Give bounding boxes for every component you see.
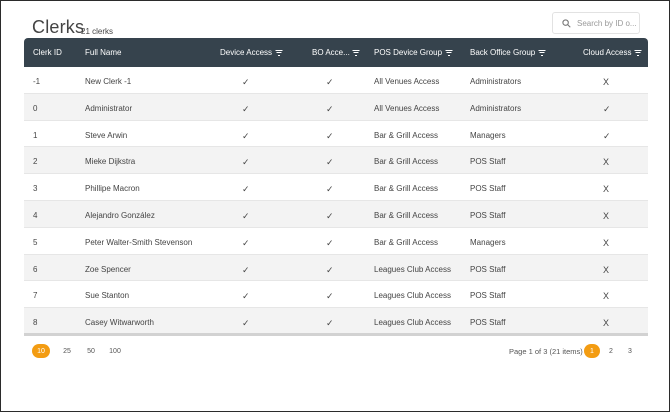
cell-bo-access: ✓ (326, 157, 334, 168)
cell-cloud-access: X (603, 77, 610, 87)
cell-device-access: ✓ (242, 291, 250, 302)
cell-bo-access: ✓ (326, 103, 334, 114)
cell-pos-device-group: Leagues Club Access (374, 291, 451, 301)
cell-device-access: ✓ (242, 77, 250, 87)
cell-pos-device-group: Leagues Club Access (374, 318, 451, 328)
page-size-25[interactable]: 25 (63, 347, 71, 355)
cell-pos-device-group: All Venues Access (374, 77, 440, 86)
cell-cloud-access: ✓ (603, 103, 611, 114)
page-info: Page 1 of 3 (21 items) (509, 347, 583, 356)
table-row[interactable] (24, 174, 648, 201)
cell-full-name: Zoe Spencer (85, 264, 131, 274)
cell-clerk-id: 0 (33, 103, 38, 113)
cell-device-access: ✓ (242, 237, 250, 248)
cell-full-name: Sue Stanton (85, 291, 130, 301)
cell-pos-device-group: Bar & Grill Access (374, 157, 439, 167)
table-row[interactable] (24, 201, 648, 228)
cell-back-office-group: POS Staff (470, 184, 506, 194)
cell-device-access: ✓ (242, 318, 250, 329)
column-header-pos-device-group[interactable]: POS Device Group (374, 48, 452, 57)
cell-full-name: New Clerk -1 (85, 77, 132, 86)
cell-back-office-group: POS Staff (470, 318, 506, 328)
cell-cloud-access: X (603, 264, 610, 275)
page-size-selector (32, 344, 128, 358)
cell-back-office-group: Administrators (470, 77, 522, 86)
cell-device-access: ✓ (242, 210, 250, 221)
cell-clerk-id: 2 (33, 157, 38, 167)
cell-cloud-access: X (603, 157, 610, 168)
cell-clerk-id: 6 (33, 264, 38, 274)
cell-back-office-group: POS Staff (470, 291, 506, 301)
column-header-back-office-group[interactable]: Back Office Group (470, 48, 545, 57)
cell-device-access: ✓ (242, 157, 250, 168)
cell-full-name: Casey Witwarworth (85, 318, 154, 328)
filter-icon[interactable] (353, 50, 360, 56)
page-button-2[interactable]: 2 (609, 347, 613, 355)
page-button-1[interactable]: 1 (584, 344, 600, 358)
filter-icon[interactable] (445, 50, 452, 56)
search-icon (562, 19, 571, 28)
column-header-device-access[interactable]: Device Access (220, 48, 282, 57)
cell-bo-access: ✓ (326, 318, 334, 329)
table-row[interactable] (24, 94, 648, 121)
cell-pos-device-group: Bar & Grill Access (374, 130, 439, 140)
page-button-3[interactable]: 3 (628, 347, 632, 355)
column-header-cloud-access[interactable]: Cloud Access (583, 48, 641, 57)
cell-bo-access: ✓ (326, 210, 334, 221)
cell-full-name: Alejandro González (85, 210, 155, 220)
filter-icon[interactable] (275, 50, 282, 56)
cell-back-office-group: Managers (470, 130, 506, 140)
table-row[interactable] (24, 67, 648, 94)
page-size-50[interactable]: 50 (87, 347, 95, 355)
table-row[interactable] (24, 308, 648, 335)
cell-clerk-id: 7 (33, 291, 38, 301)
cell-device-access: ✓ (242, 184, 250, 195)
cell-back-office-group: POS Staff (470, 210, 506, 220)
cell-cloud-access: X (603, 318, 610, 329)
cell-full-name: Phillipe Macron (85, 184, 140, 194)
clerk-count: 21 clerks (81, 27, 114, 36)
page-size-100[interactable]: 100 (109, 347, 121, 355)
cell-full-name: Mieke Dijkstra (85, 157, 136, 167)
cell-clerk-id: 4 (33, 210, 38, 220)
column-header-full-name[interactable]: Full Name (85, 48, 122, 57)
cell-bo-access: ✓ (326, 77, 334, 87)
table-row[interactable] (24, 281, 648, 308)
column-header-clerk-id[interactable]: Clerk ID (33, 48, 62, 57)
cell-back-office-group: POS Staff (470, 157, 506, 167)
page-title: Clerks (32, 17, 85, 37)
cell-pos-device-group: Bar & Grill Access (374, 237, 439, 247)
cell-bo-access: ✓ (326, 184, 334, 195)
cell-cloud-access: ✓ (603, 130, 611, 141)
cell-cloud-access: X (603, 210, 610, 221)
cell-device-access: ✓ (242, 103, 250, 114)
cell-back-office-group: Managers (470, 237, 506, 247)
cell-clerk-id: -1 (33, 77, 41, 86)
cell-pos-device-group: All Venues Access (374, 103, 440, 113)
cell-bo-access: ✓ (326, 130, 334, 141)
cell-back-office-group: POS Staff (470, 264, 506, 274)
table-row[interactable] (24, 228, 648, 255)
cell-clerk-id: 5 (33, 237, 38, 247)
cell-bo-access: ✓ (326, 264, 334, 275)
cell-clerk-id: 8 (33, 318, 38, 328)
cell-pos-device-group: Leagues Club Access (374, 264, 451, 274)
cell-cloud-access: X (603, 237, 610, 248)
filter-icon[interactable] (634, 50, 641, 56)
cell-bo-access: ✓ (326, 291, 334, 302)
cell-full-name: Steve Arwin (85, 130, 128, 140)
cell-clerk-id: 3 (33, 184, 38, 194)
cell-pos-device-group: Bar & Grill Access (374, 210, 439, 220)
search-input[interactable] (577, 19, 637, 28)
table-row[interactable] (24, 255, 648, 282)
pagination (584, 344, 641, 358)
table-header (24, 38, 648, 67)
filter-icon[interactable] (538, 50, 545, 56)
cell-back-office-group: Administrators (470, 103, 522, 113)
cell-clerk-id: 1 (33, 130, 38, 140)
page-size-10[interactable]: 10 (32, 344, 50, 358)
cell-bo-access: ✓ (326, 237, 334, 248)
column-header-bo-access[interactable]: BO Acce... (312, 48, 360, 57)
cell-cloud-access: X (603, 291, 610, 302)
cell-device-access: ✓ (242, 130, 250, 141)
search-box[interactable] (552, 12, 640, 34)
table-row[interactable] (24, 147, 648, 174)
cell-cloud-access: X (603, 184, 610, 195)
table-row[interactable] (24, 121, 648, 148)
cell-pos-device-group: Bar & Grill Access (374, 184, 439, 194)
clerks-table (24, 38, 648, 336)
cell-full-name: Peter Walter-Smith Stevenson (85, 237, 193, 247)
cell-device-access: ✓ (242, 264, 250, 275)
cell-full-name: Administrator (85, 103, 133, 113)
